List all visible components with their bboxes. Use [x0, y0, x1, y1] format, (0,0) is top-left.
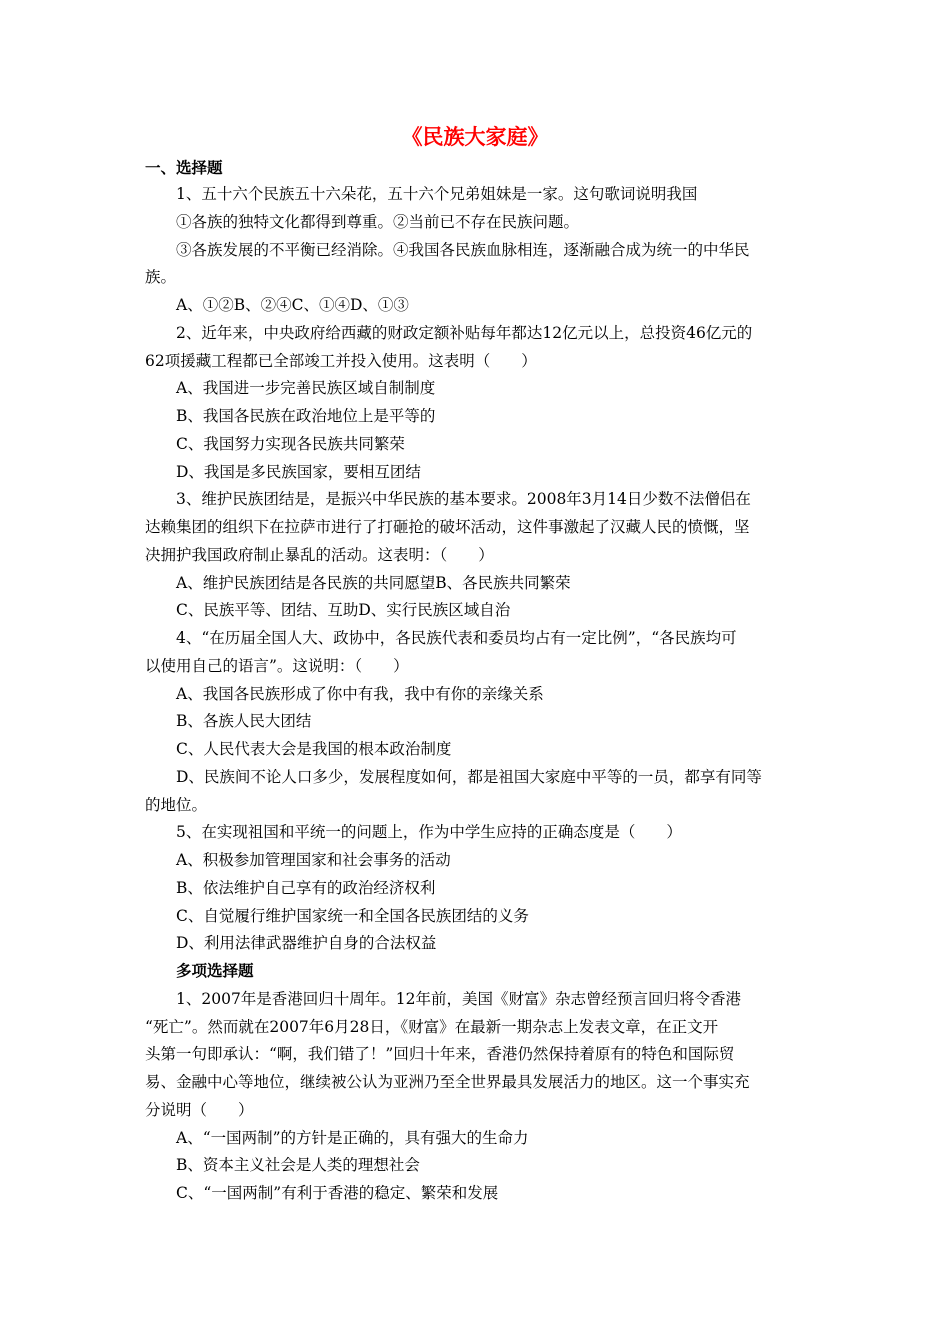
q3-stem: 3、维护民族团结是，是振兴中华民族的基本要求。2008年3月14日少数不法僧侣在	[176, 490, 751, 508]
mq1-stem-cont-3: 易、金融中心等地位，继续被公认为亚洲乃至全世界最具发展活力的地区。这一个事实充	[145, 1073, 750, 1091]
q5-option-a: A、积极参加管理国家和社会事务的活动	[176, 851, 451, 869]
multi-choice-heading: 多项选择题	[176, 961, 254, 980]
q3-options-ab: A、维护民族团结是各民族的共同愿望B、各民族共同繁荣	[176, 574, 571, 592]
mq1-stem-cont-4: 分说明（ ）	[145, 1101, 254, 1119]
q2-option-a: A、我国进一步完善民族区域自制制度	[176, 379, 436, 397]
section-heading: 一、选择题	[145, 158, 223, 177]
q2-option-d: D、我国是多民族国家，要相互团结	[176, 463, 421, 481]
q4-stem-cont: 以使用自己的语言”。这说明：（ ）	[145, 657, 409, 675]
q2-stem-cont: 62项援藏工程都已全部竣工并投入使用。这表明（ ）	[145, 352, 537, 370]
q4-option-a: A、我国各民族形成了你中有我，我中有你的亲缘关系	[176, 685, 544, 703]
q5-option-d: D、利用法律武器维护自身的合法权益	[176, 934, 437, 952]
q1-statement-1-2: ①各族的独特文化都得到尊重。②当前已不存在民族问题。	[176, 213, 580, 231]
mq1-stem-cont-1: “死亡”。然而就在2007年6月28日，《财富》在最新一期杂志上发表文章，在正文开	[145, 1018, 719, 1036]
q1-statement-cont: 族。	[145, 268, 177, 286]
q2-stem: 2、近年来，中央政府给西藏的财政定额补贴每年都达12亿元以上，总投资46亿元的	[176, 324, 753, 342]
q5-stem: 5、在实现祖国和平统一的问题上，作为中学生应持的正确态度是（ ）	[176, 823, 682, 841]
q1-stem: 1、五十六个民族五十六朵花，五十六个兄弟姐妹是一家。这句歌词说明我国	[176, 185, 698, 203]
q3-stem-cont-1: 达赖集团的组织下在拉萨市进行了打砸抢的破坏活动，这件事激起了汉藏人民的愤慨，坚	[145, 518, 750, 536]
document-title: 《民族大家庭》	[401, 124, 549, 149]
mq1-stem-cont-2: 头第一句即承认：“啊，我们错了！”回归十年来，香港仍然保持着原有的特色和国际贸	[145, 1045, 735, 1063]
mq1-option-c: C、“一国两制”有利于香港的稳定、繁荣和发展	[176, 1184, 499, 1202]
q4-option-d: D、民族间不论人口多少，发展程度如何，都是祖国大家庭中平等的一员，都享有同等	[176, 768, 762, 786]
mq1-option-a: A、“一国两制”的方针是正确的，具有强大的生命力	[176, 1129, 529, 1147]
q5-option-b: B、依法维护自己享有的政治经济权利	[176, 879, 436, 897]
q4-option-b: B、各族人民大团结	[176, 712, 312, 730]
q4-option-c: C、人民代表大会是我国的根本政治制度	[176, 740, 452, 758]
q2-option-c: C、我国努力实现各民族共同繁荣	[176, 435, 405, 453]
mq1-option-b: B、资本主义社会是人类的理想社会	[176, 1156, 420, 1174]
mq1-stem: 1、2007年是香港回归十周年。12年前，美国《财富》杂志曾经预言回归将令香港	[176, 990, 742, 1008]
q4-stem: 4、“在历届全国人大、政协中，各民族代表和委员均占有一定比例”，“各民族均可	[176, 629, 737, 647]
q1-options: A、①②B、②④C、①④D、①③	[176, 296, 409, 314]
q3-options-cd: C、民族平等、团结、互助D、实行民族区域自治	[176, 601, 511, 619]
q1-statement-3-4: ③各族发展的不平衡已经消除。④我国各民族血脉相连，逐渐融合成为统一的中华民	[176, 241, 750, 259]
q5-option-c: C、自觉履行维护国家统一和全国各民族团结的义务	[176, 907, 529, 925]
q3-stem-cont-2: 决拥护我国政府制止暴乱的活动。这表明：（ ）	[145, 546, 494, 564]
q2-option-b: B、我国各民族在政治地位上是平等的	[176, 407, 436, 425]
q4-option-d-cont: 的地位。	[145, 796, 208, 814]
